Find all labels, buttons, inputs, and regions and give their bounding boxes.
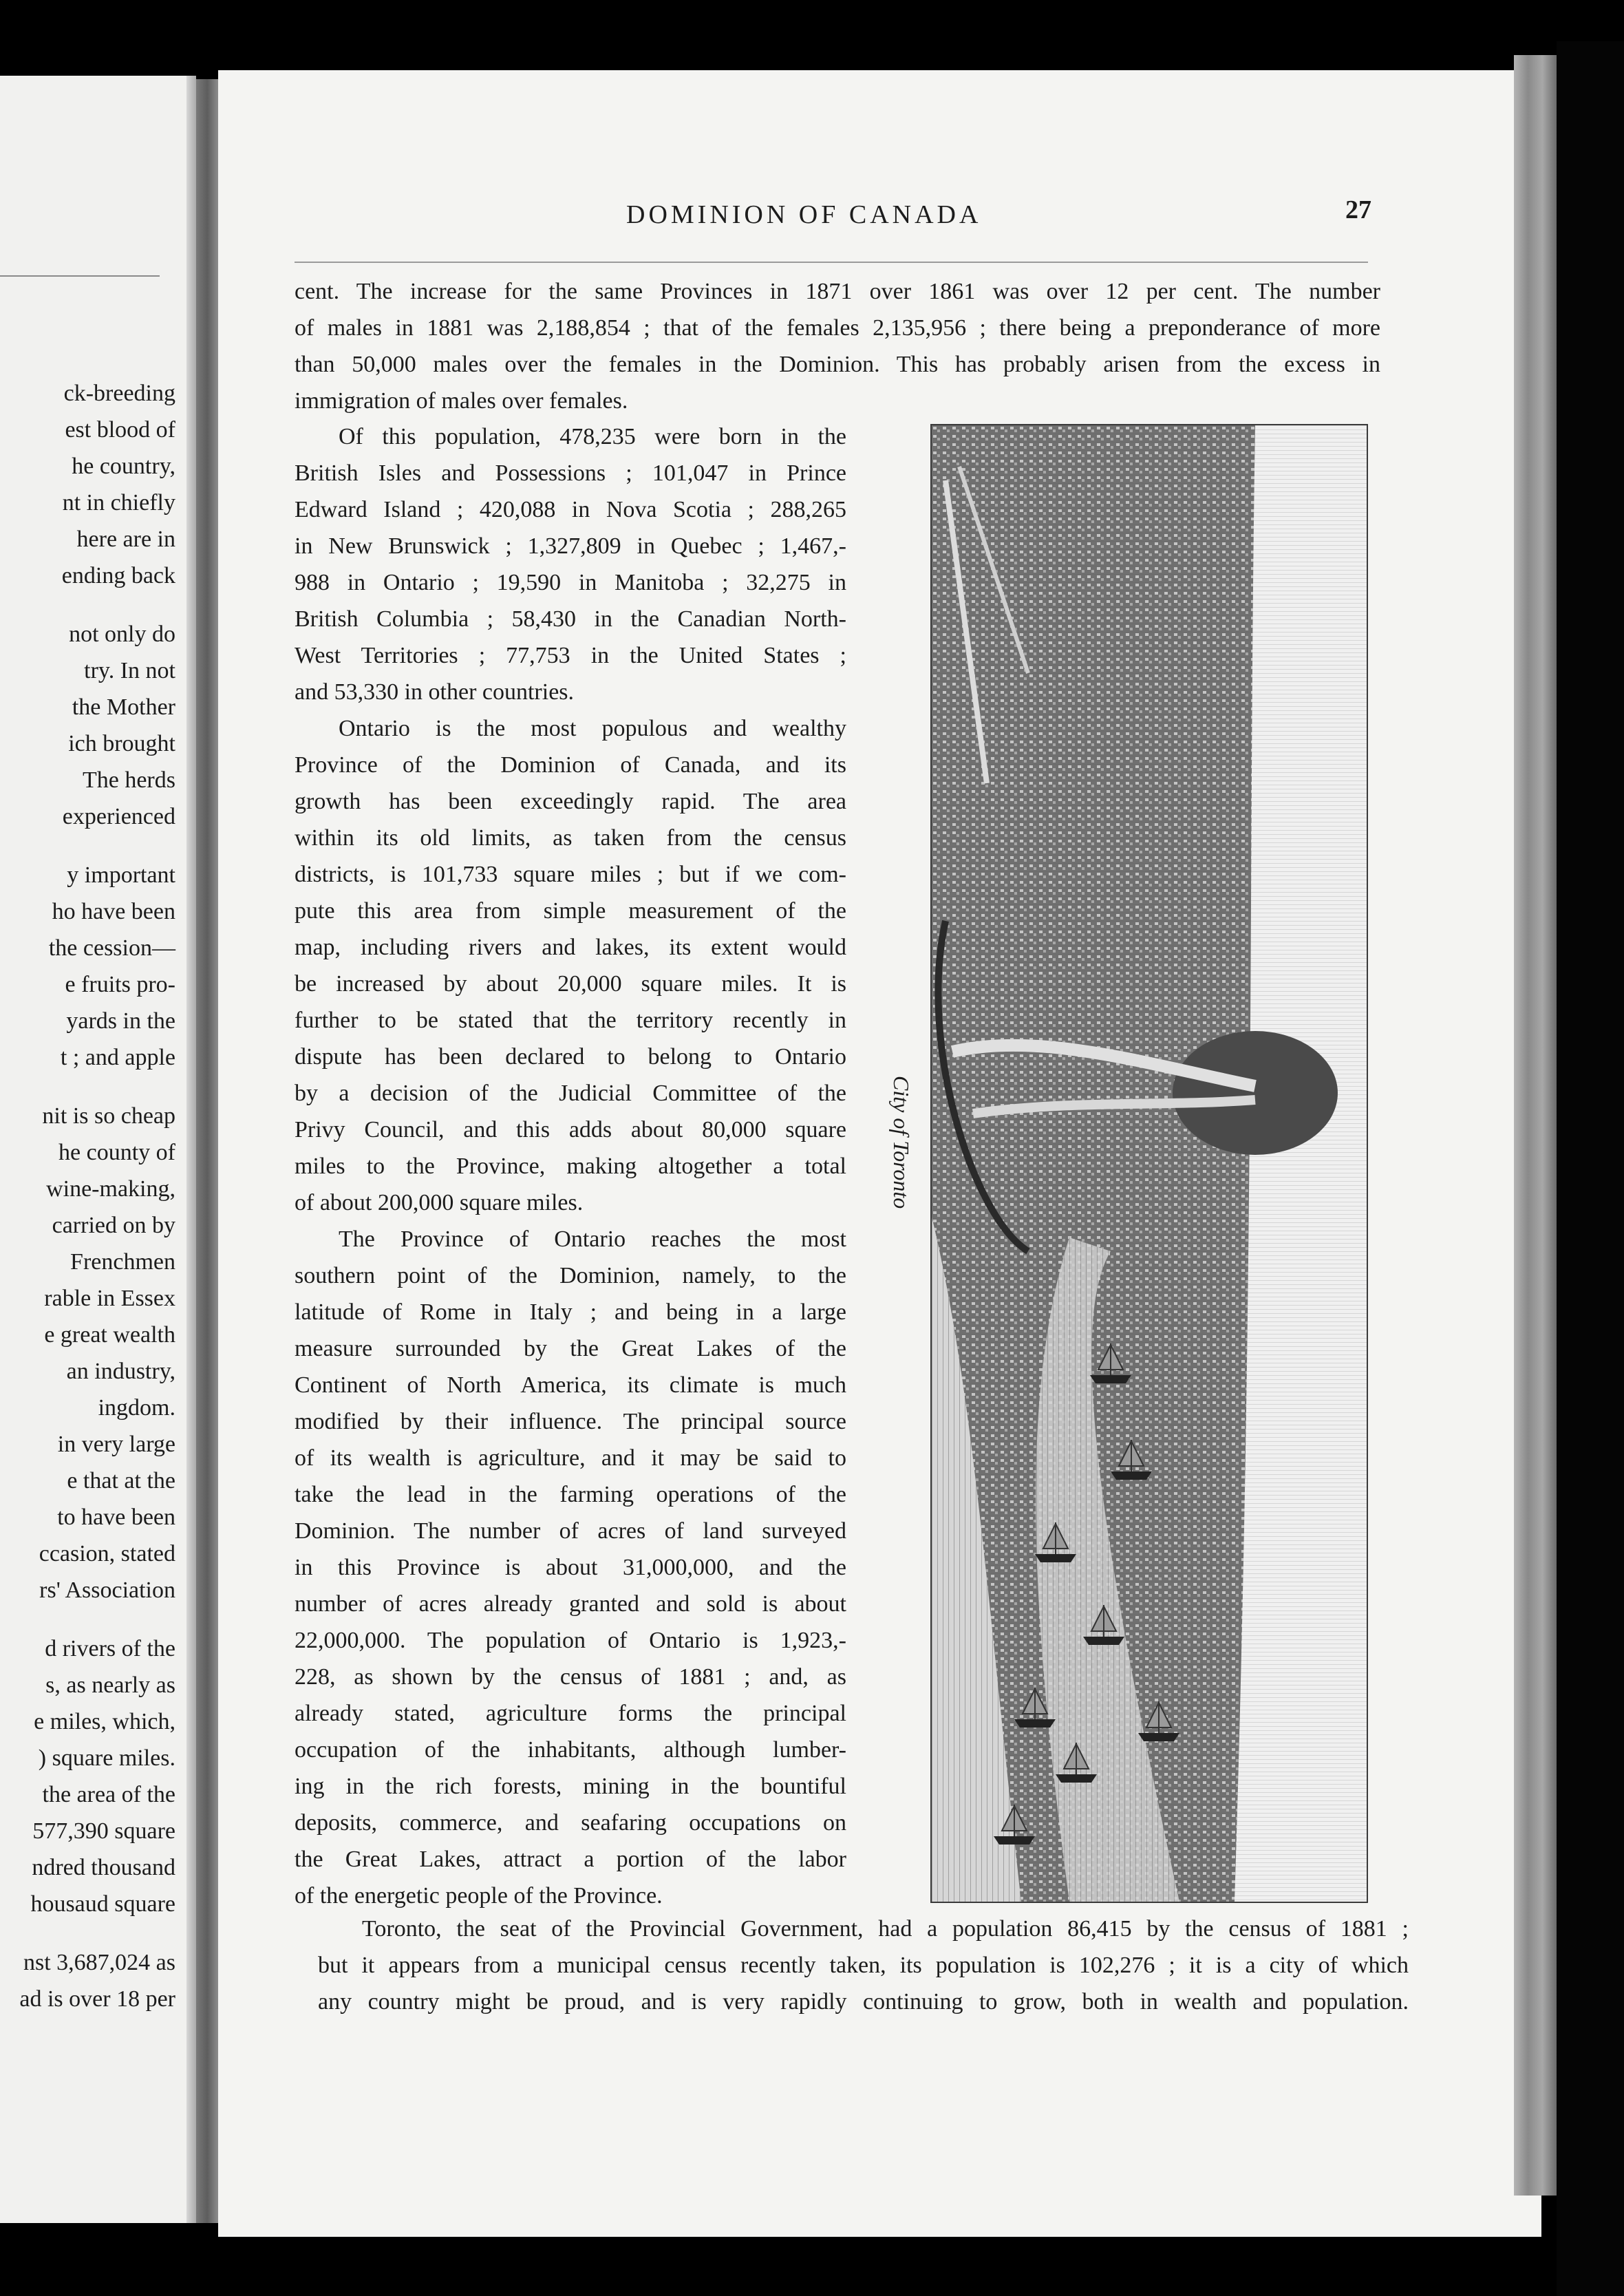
text-line: of the energetic people of the Province. (295, 1883, 663, 1909)
text-line: here are in (76, 527, 175, 552)
text-line: 577,390 square (32, 1818, 175, 1844)
engraving-drawing (932, 425, 1367, 1902)
text-line: 228, as shown by the census of 1881 ; and, as (295, 1664, 846, 1690)
text-line: of its wealth is agriculture, and it may be said to (295, 1445, 846, 1471)
text-line: the area of the (42, 1782, 175, 1807)
text-line: ending back (61, 563, 175, 588)
text-line: wine-making, (46, 1176, 175, 1202)
page-edges (1514, 55, 1557, 2196)
text-line: the cession— (48, 935, 175, 961)
text-line: rable in Essex (44, 1286, 175, 1311)
text-line: rs' Association (39, 1577, 175, 1603)
text-line: yards in the (66, 1008, 175, 1034)
paragraph-gap (0, 835, 175, 857)
page-shadow (186, 76, 196, 2223)
text-line: immigration of males over females. (295, 388, 628, 414)
previous-page-text (0, 375, 175, 2017)
paragraph-population-increase (295, 273, 1380, 419)
text-line: modified by their influence. The principal source (295, 1409, 846, 1434)
text-line: than 50,000 males over the females in the Dominion. This has probably arisen from the excess in (295, 352, 1380, 377)
text-line: West Territories ; 77,753 in the United States ; (295, 643, 846, 668)
text-line: The Province of Ontario reaches the most (339, 1226, 846, 1252)
text-line: to have been (57, 1505, 175, 1530)
text-line: ndred thousand (32, 1855, 175, 1880)
text-line: latitude of Rome in Italy ; and being in a large (295, 1299, 846, 1325)
text-line: but it appears from a municipal census recently taken, its population is 102,276 ; it is a city of which (318, 1953, 1409, 1978)
text-line: Edward Island ; 420,088 in Nova Scotia ; 288,265 (295, 497, 846, 522)
text-line: est blood of (65, 417, 175, 443)
text-line: in New Brunswick ; 1,327,809 in Quebec ; 1,467,- (295, 533, 846, 559)
text-line: 22,000,000. The population of Ontario is 1,923,- (295, 1628, 846, 1653)
text-line: British Isles and Possessions ; 101,047 in Prince (295, 460, 846, 486)
text-line: growth has been exceedingly rapid. The area (295, 789, 846, 814)
text-line: miles to the Province, making altogether a total (295, 1154, 846, 1179)
text-line: of about 200,000 square miles. (295, 1190, 584, 1215)
text-line: Dominion. The number of acres of land surveyed (295, 1518, 846, 1544)
text-line: deposits, commerce, and seafaring occupations on (295, 1810, 846, 1836)
previous-page-rule (0, 275, 160, 277)
text-line: he country, (72, 454, 175, 479)
text-line: and 53,330 in other countries. (295, 679, 575, 705)
paragraph-gap (0, 1922, 175, 1944)
previous-page (0, 76, 196, 2223)
text-line: Privy Council, and this adds about 80,000 square (295, 1117, 846, 1142)
text-line: dispute has been declared to belong to Ontario (295, 1044, 846, 1070)
text-line: housaud square (30, 1891, 175, 1917)
text-line: ad is over 18 per (19, 1986, 175, 2012)
city-of-toronto-engraving (930, 424, 1368, 1903)
text-line: experienced (62, 804, 175, 829)
background-dark (1557, 41, 1624, 2296)
text-line: the Great Lakes, attract a portion of the labor (295, 1847, 846, 1872)
text-line: y important (67, 862, 175, 888)
text-line: Toronto, the seat of the Provincial Government, had a population 86,415 by the census of 1881 ; (362, 1916, 1409, 1942)
text-line: ich brought (68, 731, 175, 756)
text-line: measure surrounded by the Great Lakes of the (295, 1336, 846, 1361)
text-line: an industry, (66, 1359, 175, 1384)
text-line: s, as nearly as (45, 1672, 175, 1698)
text-line: Province of the Dominion of Canada, and its (295, 752, 846, 778)
text-line: map, including rivers and lakes, its extent would (295, 935, 846, 960)
text-line: southern point of the Dominion, namely, to the (295, 1263, 846, 1288)
text-line: nst 3,687,024 as (23, 1950, 175, 1975)
header-rule (295, 262, 1368, 263)
text-line: e miles, which, (34, 1709, 175, 1734)
text-line: carried on by (52, 1213, 175, 1238)
text-line: Of this population, 478,235 were born in the (339, 424, 846, 449)
column-text (295, 418, 846, 1914)
paragraph-gap (0, 594, 175, 616)
text-line: not only do (69, 621, 175, 647)
running-head: DOMINION OF CANADA (626, 200, 982, 229)
text-line: d rivers of the (45, 1636, 175, 1661)
page-number: 27 (1345, 195, 1371, 224)
text-line: The herds (82, 767, 175, 793)
text-line: further to be stated that the territory recently in (295, 1008, 846, 1033)
text-line: e that at the (67, 1468, 175, 1494)
text-line: districts, is 101,733 square miles ; but if we com- (295, 862, 846, 887)
paragraph-gap (0, 1608, 175, 1630)
text-line: ho have been (52, 899, 175, 924)
text-line: ing in the rich forests, mining in the bountiful (295, 1774, 846, 1799)
text-line: t ; and apple (60, 1045, 175, 1070)
text-line: e fruits pro- (65, 972, 175, 997)
text-line: take the lead in the farming operations of the (295, 1482, 846, 1507)
text-line: cent. The increase for the same Provinces in 1871 over 1861 was over 12 per cent. The number (295, 279, 1380, 304)
text-line: pute this area from simple measurement of the (295, 898, 846, 924)
text-line: ingdom. (98, 1395, 175, 1421)
text-line: already stated, agriculture forms the principal (295, 1701, 846, 1726)
text-line: British Columbia ; 58,430 in the Canadian North- (295, 606, 846, 632)
text-line: within its old limits, as taken from the census (295, 825, 846, 851)
text-line: e great wealth (44, 1322, 175, 1348)
text-line: occupation of the inhabitants, although lumber- (295, 1737, 846, 1763)
text-line: Ontario is the most populous and wealthy (339, 716, 846, 741)
text-line: nit is so cheap (42, 1103, 175, 1129)
illustration-caption: City of Toronto (889, 1076, 914, 1209)
book-gutter (196, 79, 218, 2223)
text-line: be increased by about 20,000 square miles. It is (295, 971, 846, 997)
text-line: Frenchmen (70, 1249, 175, 1275)
text-line: the Mother (72, 694, 175, 720)
text-line: of males in 1881 was 2,188,854 ; that of the females 2,135,956 ; there being a preponderance of more (295, 315, 1380, 341)
text-line: try. In not (84, 658, 175, 683)
text-line: in very large (57, 1432, 175, 1457)
text-line: ) square miles. (38, 1745, 175, 1771)
text-line: any country might be proud, and is very rapidly continuing to grow, both in wealth and population. (318, 1989, 1409, 2015)
text-line: Continent of North America, its climate is much (295, 1372, 846, 1398)
text-line: nt in chiefly (62, 490, 175, 515)
text-line: in this Province is about 31,000,000, and the (295, 1555, 846, 1580)
text-line: he county of (58, 1140, 175, 1165)
text-line: by a decision of the Judicial Committee of the (295, 1081, 846, 1106)
text-line: ck-breeding (63, 381, 175, 406)
paragraph-gap (0, 1076, 175, 1098)
text-line: number of acres already granted and sold is about (295, 1591, 846, 1617)
text-line: ccasion, stated (39, 1541, 175, 1566)
paragraph-toronto (318, 1911, 1409, 2020)
text-line: 988 in Ontario ; 19,590 in Manitoba ; 32,275 in (295, 570, 846, 595)
